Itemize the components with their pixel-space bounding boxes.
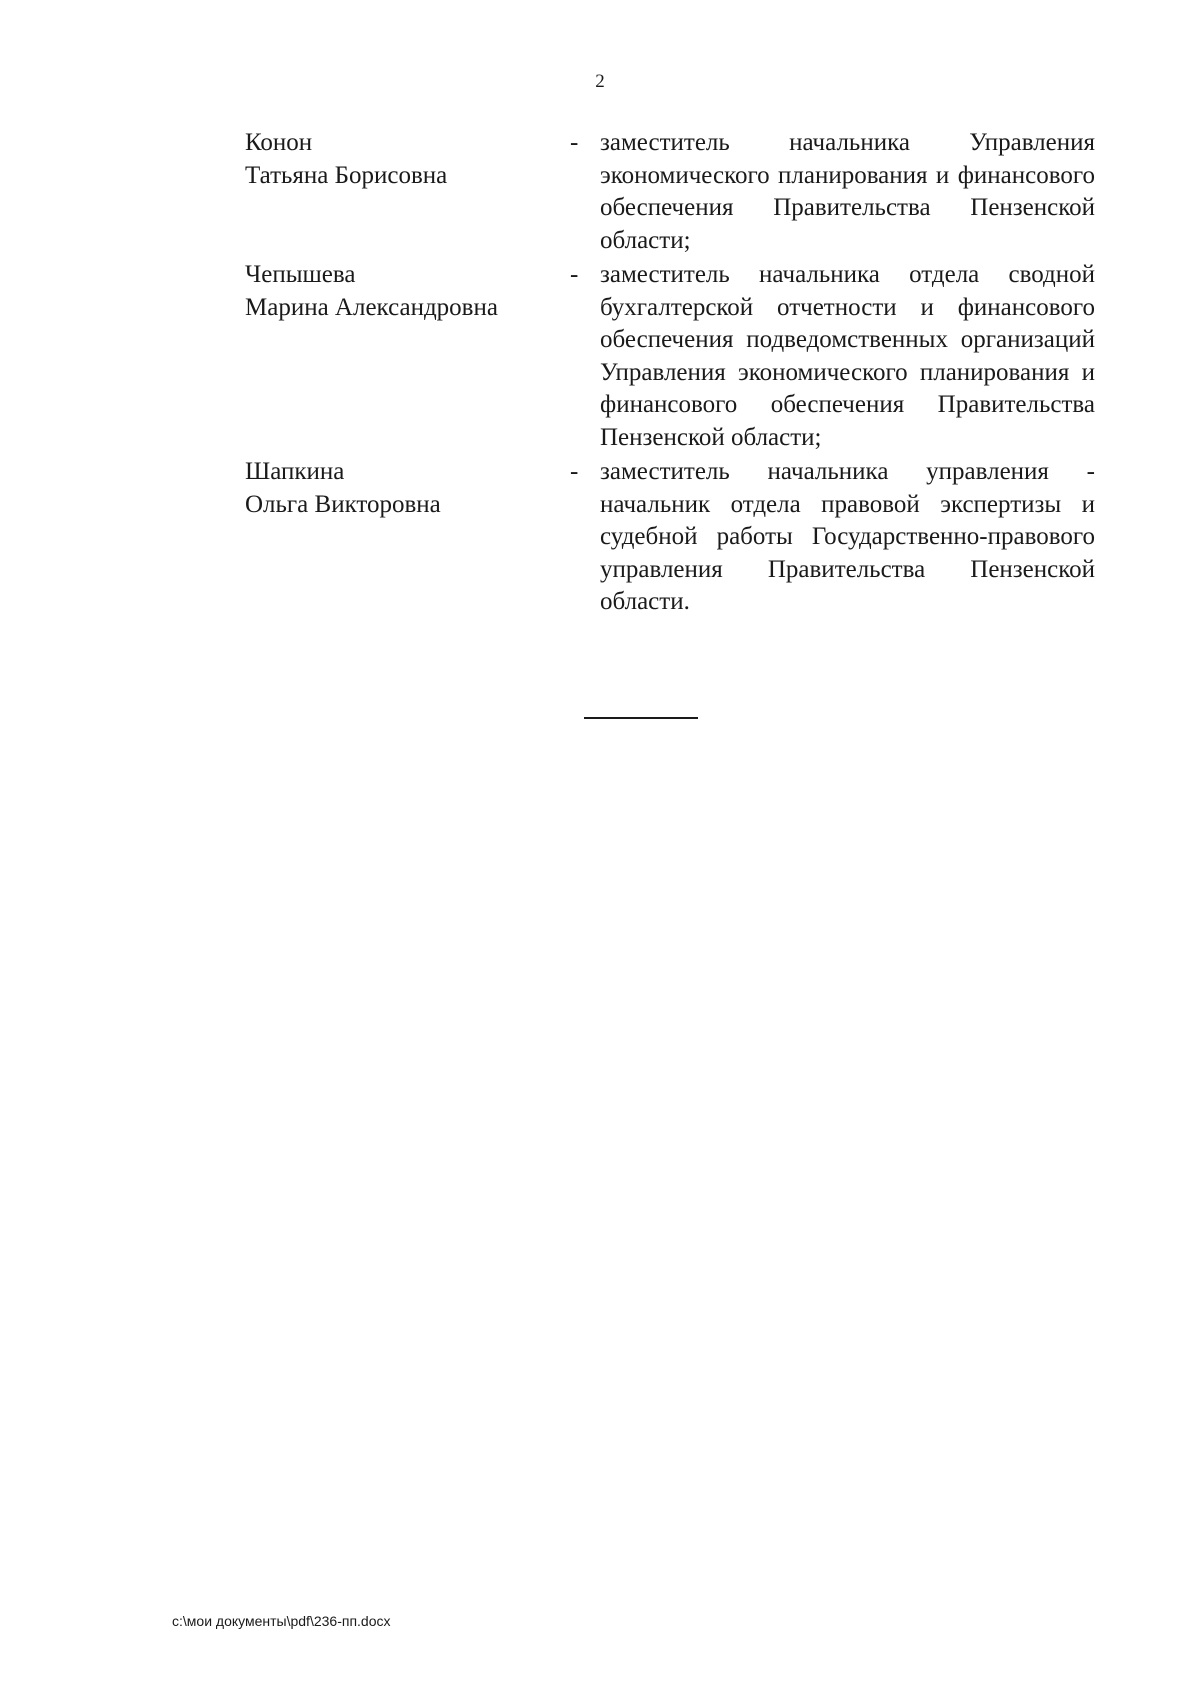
member-row — [245, 259, 1100, 454]
member-surname: Конон — [245, 129, 313, 156]
member-given-names: Ольга Викторовна — [245, 490, 441, 518]
member-name — [245, 456, 570, 521]
member-position: заместитель начальника управления - начальник отдела правовой экспертизы и судебной работы Государственно-правового управления Правительства Пензенской области. — [600, 458, 1095, 615]
member-position: заместитель начальника Управления экономического планирования и финансового обеспечения Правительства Пензенской области; — [600, 129, 1095, 254]
member-dash: - — [570, 129, 579, 156]
member-row — [245, 456, 1100, 619]
member-given-names: Марина Александровна — [245, 293, 498, 321]
footer-file-path: c:\мои документы\pdf\236-пп.docx — [172, 1613, 391, 1629]
member-row — [245, 127, 1100, 257]
member-dash: - — [570, 458, 579, 485]
member-name — [245, 127, 570, 192]
member-surname: Шапкина — [245, 458, 345, 485]
member-given-names: Татьяна Борисовна — [245, 161, 448, 189]
member-dash: - — [570, 261, 579, 288]
end-of-list-rule — [584, 717, 698, 719]
members-list — [245, 127, 1100, 619]
member-name — [245, 259, 570, 324]
page-number: 2 — [595, 71, 605, 92]
member-surname: Чепышева — [245, 261, 356, 288]
member-position: заместитель начальника отдела сводной бухгалтерской отчетности и финансового обеспечения подведомственных организаций Управления экономического планирования и финансового обеспечения Правительства Пензенской области; — [600, 261, 1095, 451]
